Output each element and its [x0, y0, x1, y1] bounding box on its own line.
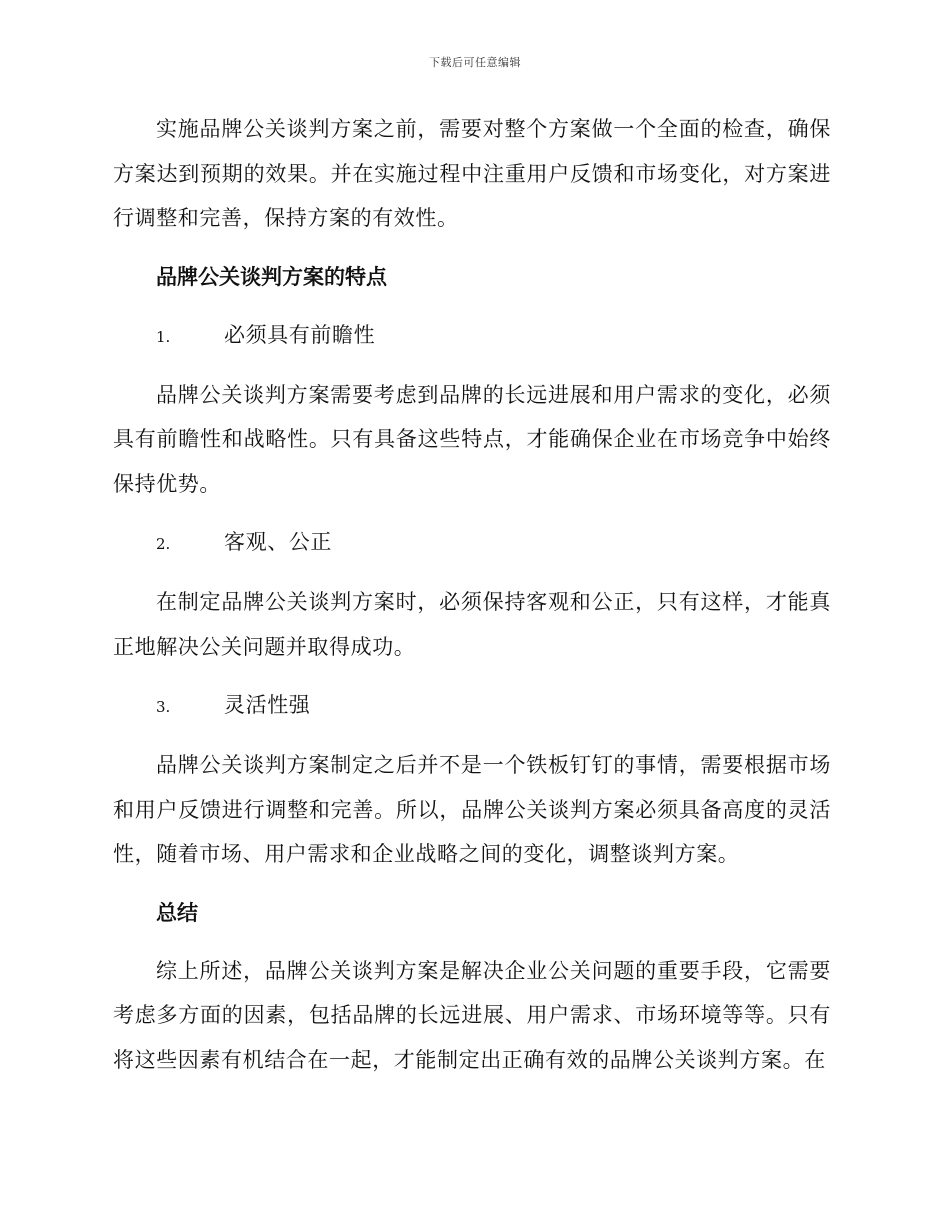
paragraph-summary: 综上所述，品牌公关谈判方案是解决企业公关问题的重要手段，它需要考虑多方面的因素，包括品牌的长远进展、用户需求、市场环境等等。只有将这些因素有机结合在一起，才能制定出正确有效的品牌公关谈判方案。在 [113, 958, 831, 1072]
list-number: 1. [156, 327, 171, 346]
list-number: 2. [156, 535, 171, 553]
paragraph-item-3: 品牌公关谈判方案制定之后并不是一个铁板钉钉的事情，需要根据市场和用户反馈进行调整和完善。所以，品牌公关谈判方案必须具备高度的灵活性，随着市场、用户需求和企业战略之间的变化，调整谈判方案。 [113, 753, 831, 866]
paragraph-intro: 实施品牌公关谈判方案之前，需要对整个方案做一个全面的检查，确保方案达到预期的效果。并在实施过程中注重用户反馈和市场变化，对方案进行调整和完善，保持方案的有效性。 [113, 117, 831, 230]
list-item-title: 客观、公正 [224, 530, 332, 554]
list-item-3 [156, 683, 831, 729]
document-body [113, 107, 831, 1096]
list-item-title: 灵活性强 [224, 693, 311, 717]
list-item-title: 必须具有前瞻性 [224, 322, 376, 347]
page-header: 下载后可任意编辑 [429, 56, 521, 69]
section-heading-summary: 总结 [156, 900, 198, 925]
list-number: 3. [156, 698, 171, 716]
paragraph-item-2: 在制定品牌公关谈判方案时，必须保持客观和公正，只有这样，才能真正地解决公关问题并取得成功。 [113, 590, 831, 659]
list-item-2 [156, 520, 831, 566]
section-heading-features: 品牌公关谈判方案的特点 [156, 264, 387, 289]
paragraph-item-1: 品牌公关谈判方案需要考虑到品牌的长远进展和用户需求的变化，必须具有前瞻性和战略性。只有具备这些特点，才能确保企业在市场竞争中始终保持优势。 [113, 382, 831, 496]
list-item-1 [156, 313, 831, 359]
